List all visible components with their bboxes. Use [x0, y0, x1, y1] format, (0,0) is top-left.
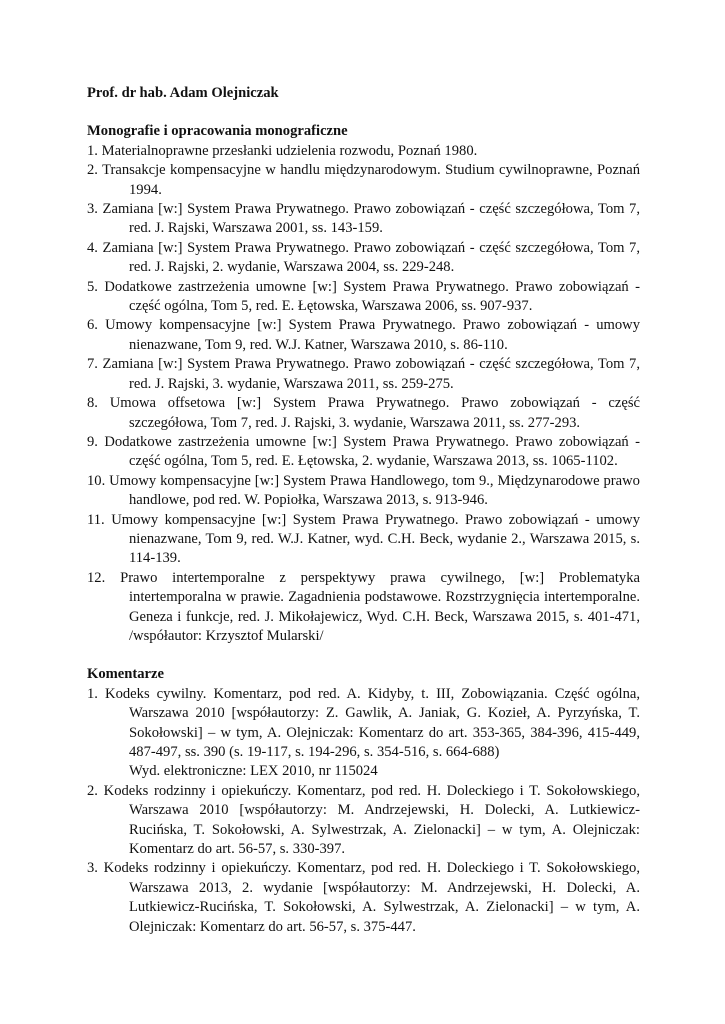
- list-item: [87, 142, 640, 161]
- item-number: 3.: [87, 201, 98, 218]
- item-number: 2.: [87, 782, 98, 799]
- section-heading-commentaries: Komentarze: [87, 666, 164, 683]
- item-text: Zamiana [w:] System Prawa Prywatnego. Prawo zobowiązań - część szczegółowa, Tom 7, red. J. Rajski, 3. wydanie, Warszawa 2011, ss. 259-275.: [102, 356, 641, 392]
- list-item: [87, 239, 640, 278]
- item-number: 5.: [87, 278, 98, 295]
- section-heading-monographs: Monografie i opracowania monograficzne: [87, 123, 348, 140]
- item-number: 12.: [87, 569, 106, 586]
- item-number: 4.: [87, 239, 98, 256]
- item-text: Transakcje kompensacyjne w handlu międzynarodowym. Studium cywilnoprawne, Poznań 1994.: [102, 162, 640, 198]
- item-number: 1.: [87, 142, 98, 159]
- list-item: [87, 782, 640, 860]
- author-name: Prof. dr hab. Adam Olejniczak: [87, 85, 279, 101]
- item-text: Materialnoprawne przesłanki udzielenia rozwodu, Poznań 1980.: [101, 142, 478, 159]
- item-electronic-edition: Wyd. elektroniczne: LEX 2010, nr 115024: [129, 763, 378, 780]
- list-item: [87, 433, 640, 472]
- item-number: 9.: [87, 433, 98, 450]
- item-number: 11.: [87, 511, 105, 528]
- list-item: [87, 472, 640, 511]
- item-text: Umowa offsetowa [w:] System Prawa Prywatnego. Prawo zobowiązań - część szczegółowa, Tom 7, red. J. Rajski, 3. wydanie, Warszawa 2011, ss. 277-293.: [109, 395, 640, 431]
- item-text: Dodatkowe zastrzeżenia umowne [w:] System Prawa Prywatnego. Prawo zobowiązań - część ogólna, Tom 5, red. E. Łętowska, Warszawa 2006, ss. 907-937.: [104, 278, 640, 315]
- item-number: 7.: [87, 356, 98, 373]
- list-item: [87, 569, 640, 647]
- monographs-list: [87, 142, 640, 647]
- list-item: [87, 316, 640, 355]
- item-number: 10.: [87, 472, 106, 489]
- item-number: 6.: [87, 317, 98, 334]
- list-item: [87, 685, 640, 782]
- list-item: [87, 200, 640, 239]
- list-item: [87, 859, 640, 937]
- document-page: [87, 84, 640, 956]
- list-item: [87, 278, 640, 317]
- item-text: Umowy kompensacyjne [w:] System Prawa Handlowego, tom 9., Międzynarodowe prawo handlowe, pod red. W. Popiołka, Warszawa 2013, s. 913-946.: [109, 472, 640, 509]
- list-item: [87, 355, 640, 394]
- item-number: 3.: [87, 860, 98, 877]
- item-text: Umowy kompensacyjne [w:] System Prawa Prywatnego. Prawo zobowiązań - umowy nienazwane, Tom 9, red. W.J. Katner, wyd. C.H. Beck, wydanie 2., Warszawa 2015, s. 114-139.: [111, 511, 640, 567]
- item-text: Zamiana [w:] System Prawa Prywatnego. Prawo zobowiązań - część szczegółowa, Tom 7, red. J. Rajski, Warszawa 2001, ss. 143-159.: [102, 201, 641, 237]
- item-text: Dodatkowe zastrzeżenia umowne [w:] System Prawa Prywatnego. Prawo zobowiązań - część ogólna, Tom 5, red. E. Łętowska, 2. wydanie, Warszawa 2013, ss. 1065-1102.: [104, 433, 640, 470]
- item-number: 8.: [87, 395, 98, 412]
- item-text: Zamiana [w:] System Prawa Prywatnego. Prawo zobowiązań - część szczegółowa, Tom 7, red. J. Rajski, 2. wydanie, Warszawa 2004, ss. 229-248.: [102, 239, 641, 276]
- item-number: 1.: [87, 685, 98, 702]
- list-item: [87, 394, 640, 433]
- item-text: Umowy kompensacyjne [w:] System Prawa Prywatnego. Prawo zobowiązań - umowy nienazwane, Tom 9, red. W.J. Katner, Warszawa 2010, s. 86-110.: [105, 317, 640, 353]
- item-number: 2.: [87, 162, 98, 179]
- item-text: Prawo intertemporalne z perspektywy prawa cywilnego, [w:] Problematyka intertemporalna w prawie. Zagadnienia podstawowe. Rozstrzygnięcia intertemporalne. Geneza i funkcje, red. J. Mikołajewicz, Wyd. C.H. Beck, Warszawa 2015, s. 401-471, /współautor: Krzysztof Mularski/: [120, 569, 640, 644]
- item-text: Kodeks rodzinny i opiekuńczy. Komentarz, pod red. H. Doleckiego i T. Sokołowskiego, Warszawa 2013, 2. wydanie [współautorzy: M. Andrzejewski, H. Dolecki, A. Lutkiewicz-Rucińska, T. Sokołowski, A. Sylwestrzak, A. Zielonacki] – w tym, A. Olejniczak: Komentarz do art. 56-57, s. 375-447.: [103, 860, 640, 935]
- item-text: Kodeks rodzinny i opiekuńczy. Komentarz, pod red. H. Doleckiego i T. Sokołowskiego, Warszawa 2010 [współautorzy: M. Andrzejewski, H. Dolecki, A. Lutkiewicz-Rucińska, T. Sokołowski, A. Sylwestrzak, A. Zielonacki] – w tym, A. Olejniczak: Komentarz do art. 56-57, s. 330-397.: [103, 782, 640, 858]
- item-text: Kodeks cywilny. Komentarz, pod red. A. Kidyby, t. III, Zobowiązania. Część ogólna, Warszawa 2010 [współautorzy: Z. Gawlik, A. Janiak, G. Kozieł, A. Pyrzyńska, T. Sokołowski] – w tym, A. Olejniczak: Komentarz do art. 353-365, 384-396, 415-449, 487-497, ss. 390 (s. 19-117, s. 194-296, s. 354-516, s. 664-688): [105, 685, 641, 760]
- commentaries-list: [87, 685, 640, 937]
- list-item: [87, 511, 640, 569]
- list-item: [87, 161, 640, 200]
